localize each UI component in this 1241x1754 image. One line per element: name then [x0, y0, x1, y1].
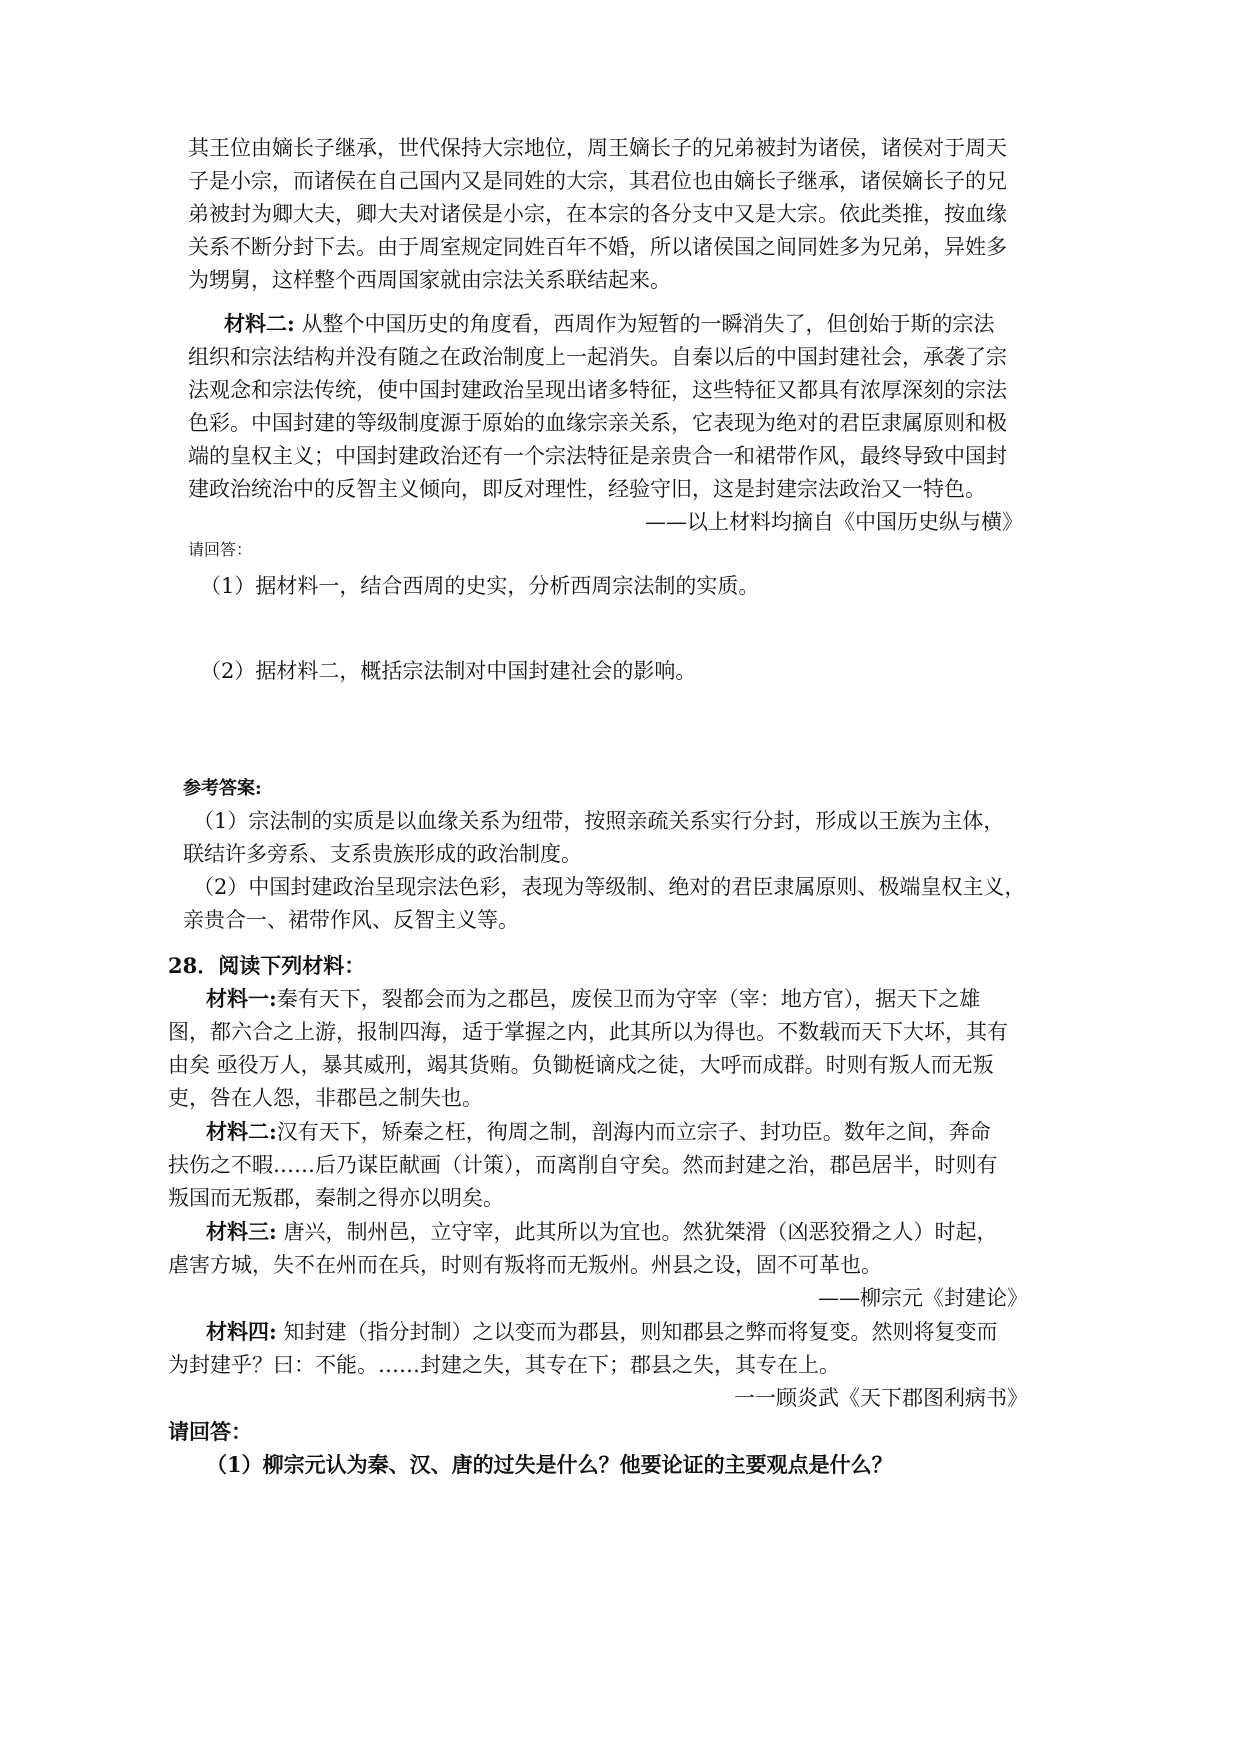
- question-1: （1）据材料一，结合西周的史实，分析西周宗法制的实质。: [200, 574, 760, 598]
- text-line: 吏，咎在人怨，非郡邑之制失也。: [168, 1086, 483, 1110]
- material-text: 从整个中国历史的角度看，西周作为短暂的一瞬消失了，但创始于斯的宗法: [294, 312, 995, 336]
- question-heading: 28．阅读下列材料：: [168, 953, 366, 978]
- text-line: [168, 1115, 1058, 1149]
- material-text: 秦有天下，裂都会而为之郡邑，废侯卫而为守宰（宰：地方官），据天下之雄: [276, 987, 981, 1011]
- material-label: 材料四:: [206, 1319, 277, 1344]
- text-line: [168, 1215, 1058, 1249]
- text-line: 弟被封为卿大夫，卿大夫对诸侯是小宗，在本宗的各分支中又是大宗。依此类推，按血缘: [188, 202, 1007, 226]
- question-prompt: 请回答：: [188, 540, 253, 559]
- answer-label: 参考答案:: [183, 778, 262, 799]
- answer-line: 联结许多旁系、支系贵族形成的政治制度。: [183, 842, 582, 866]
- answer-line: （2）中国封建政治呈现宗法色彩，表现为等级制、绝对的君臣隶属原则、极端皇权主义，: [193, 875, 1026, 899]
- question-1: （1）柳宗元认为秦、汉、唐的过失是什么？他要论证的主要观点是什么？: [206, 1452, 893, 1477]
- text-line: 色彩。中国封建的等级制度源于原始的血缘宗亲关系，它表现为绝对的君臣隶属原则和极: [188, 411, 1007, 435]
- material-text: 唐兴，制州邑，立守宰，此其所以为宜也。然犹桀滑（凶恶狡猾之人）时起，: [276, 1220, 998, 1244]
- text-line: 子是小宗，而诸侯在自己国内又是同姓的大宗，其君位也由嫡长子继承，诸侯嫡长子的兄: [188, 169, 1007, 193]
- source-citation: ——柳宗元《封建论》: [818, 1286, 1028, 1310]
- source-citation: 一一顾炎武《天下郡图利病书》: [734, 1386, 1028, 1410]
- text-line: [188, 307, 1058, 341]
- material-label: 材料二:: [224, 311, 295, 336]
- question-prompt: 请回答：: [168, 1419, 252, 1444]
- text-line: 图，都六合之上游，报制四海，适于掌握之内，此其所以为得也。不数载而天下大坏，其有: [168, 1020, 1008, 1044]
- text-line: 其王位由嫡长子继承，世代保持大宗地位，周王嫡长子的兄弟被封为诸侯，诸侯对于周天: [188, 136, 1007, 160]
- text-line: 建政治统治中的反智主义倾向，即反对理性，经验守旧，这是封建宗法政治又一特色。: [188, 477, 986, 501]
- text-line: 组织和宗法结构并没有随之在政治制度上一起消失。自秦以后的中国封建社会，承袭了宗: [188, 345, 1007, 369]
- material-text: 知封建（指分封制）之以变而为郡县，则知郡县之弊而将复变。然则将复变而: [276, 1320, 998, 1344]
- question-2: （2）据材料二，概括宗法制对中国封建社会的影响。: [200, 659, 697, 683]
- answer-line: 亲贵合一、裙带作风、反智主义等。: [183, 908, 519, 932]
- text-line: [168, 1315, 1058, 1349]
- material-label: 材料三:: [206, 1219, 277, 1244]
- text-line: 为甥舅，这样整个西周国家就由宗法关系联结起来。: [188, 268, 671, 292]
- text-line: 扶伤之不暇……后乃谋臣献画（计策），而离削自守矣。然而封建之治，郡邑居半，时则有: [168, 1153, 998, 1177]
- material-text: 汉有天下，矫秦之枉，徇周之制，剖海内而立宗子、封功臣。数年之间，奔命: [276, 1120, 991, 1144]
- text-line: 端的皇权主义；中国封建政治还有一个宗法特征是亲贵合一和裙带作风，最终导致中国封: [188, 444, 1007, 468]
- source-citation: ——以上材料均摘自《中国历史纵与横》: [645, 510, 1023, 534]
- material-one-continuation: [188, 132, 1058, 297]
- text-line: [168, 982, 1058, 1016]
- material-two: [188, 307, 1058, 539]
- text-line: 由矣 亟役万人，暴其威刑，竭其货贿。负锄梃谪戍之徒，大呼而成群。时则有叛人而无叛: [168, 1053, 994, 1077]
- answer-line: （1）宗法制的实质是以血缘关系为纽带，按照亲疏关系实行分封，形成以王族为主体，: [193, 809, 1005, 833]
- reference-answer: [183, 772, 1053, 937]
- material-label: 材料一:: [206, 986, 277, 1011]
- text-line: 虐害方城，失不在州而在兵，时则有叛将而无叛州。州县之设，固不可革也。: [168, 1253, 882, 1277]
- text-line: 为封建乎？曰：不能。……封建之失，其专在下；郡县之失，其专在上。: [168, 1353, 840, 1377]
- question-28: [168, 949, 1058, 1481]
- text-line: 叛国而无叛郡，秦制之得亦以明矣。: [168, 1186, 504, 1210]
- material-label: 材料二:: [206, 1119, 277, 1144]
- text-line: 关系不断分封下去。由于周室规定同姓百年不婚，所以诸侯国之间同姓多为兄弟，异姓多: [188, 235, 1007, 259]
- text-line: 法观念和宗法传统，使中国封建政治呈现出诸多特征，这些特征又都具有浓厚深刻的宗法: [188, 378, 1007, 402]
